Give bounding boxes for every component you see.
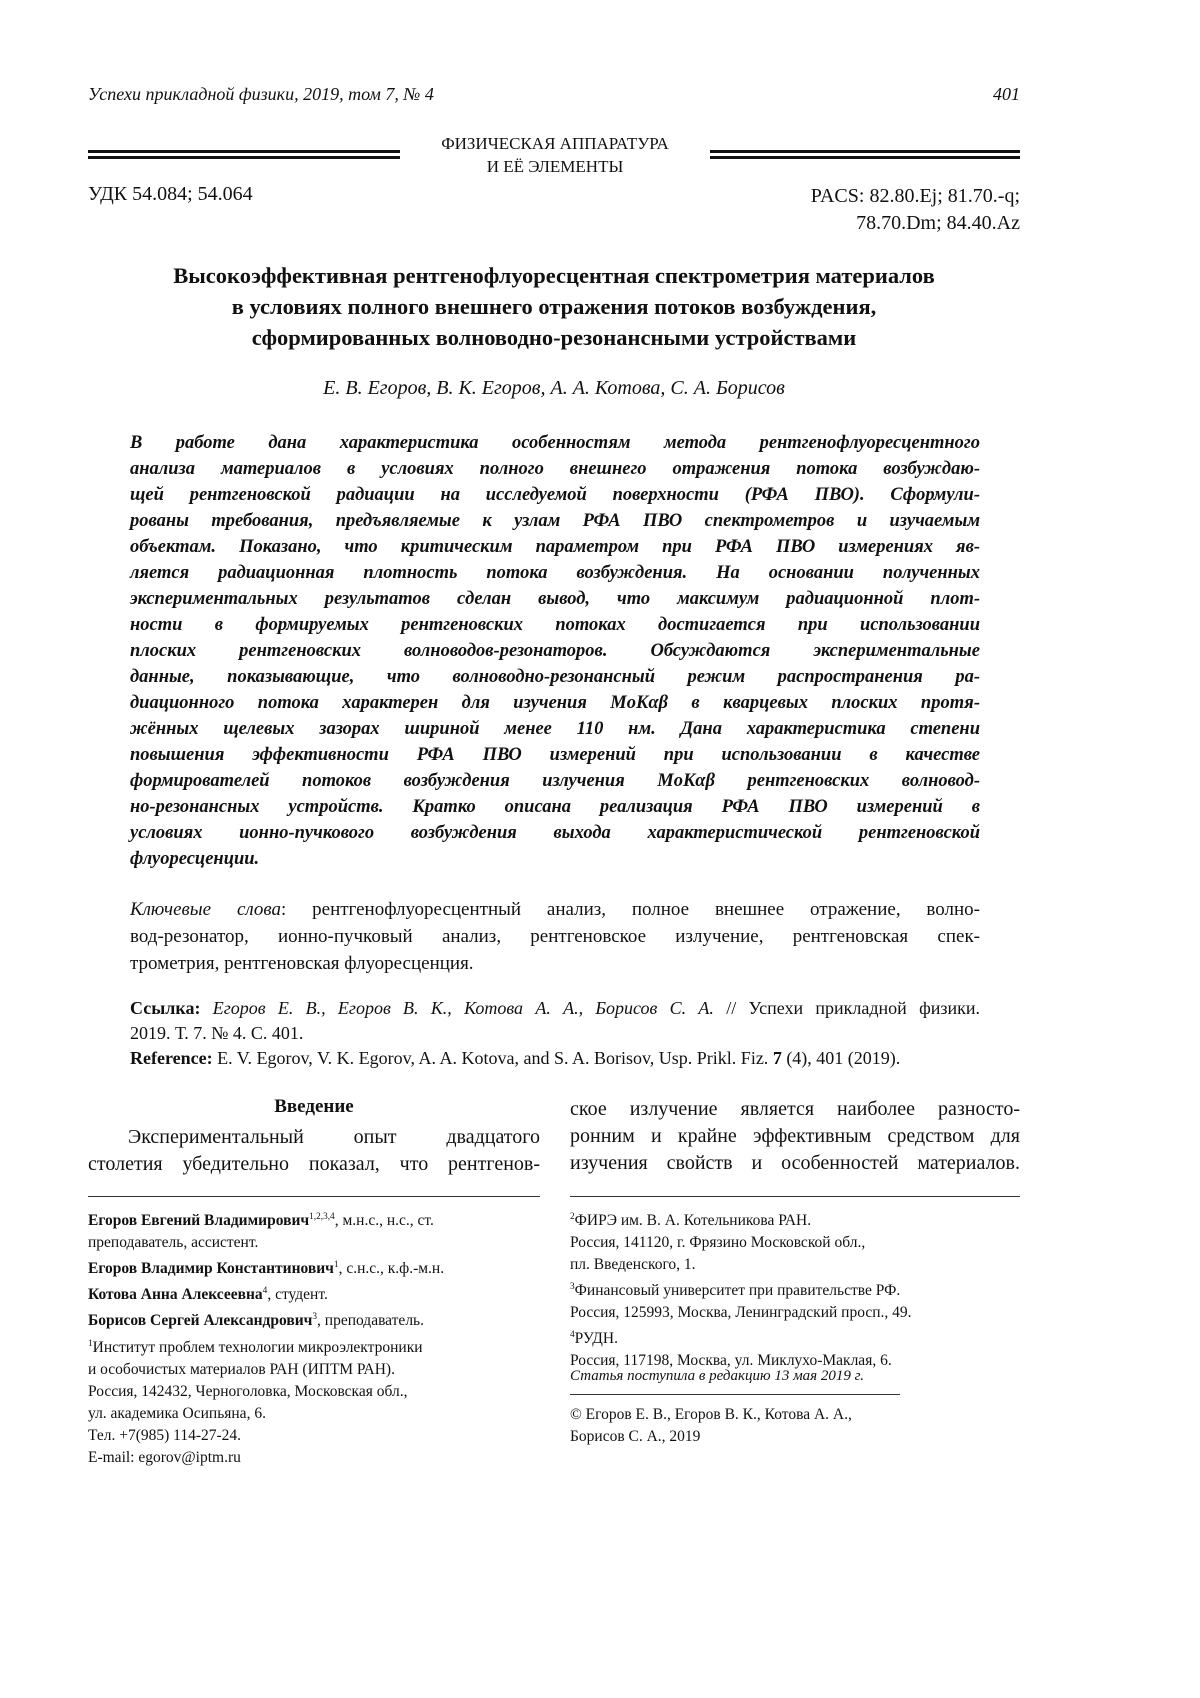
footnote-rule-right xyxy=(570,1196,1020,1197)
section-heading xyxy=(400,132,710,178)
footnote-line xyxy=(88,1425,444,1447)
keywords-line: : рентгенофлуоресцентный анализ, полное внешнее отражение, волно- xyxy=(281,899,980,920)
footnote-text: Институт проблем технологии микроэлектроники xyxy=(93,1339,423,1356)
intro-left-column xyxy=(88,1124,540,1178)
citation xyxy=(130,996,980,1071)
received-rule xyxy=(570,1394,900,1395)
footnote-text: Россия, 117198, Москва, ул. Миклухо-Маклая, 6. xyxy=(570,1352,892,1369)
running-header: Успехи прикладной физики, 2019, том 7, № 4 xyxy=(88,84,434,105)
abstract-line: жённых щелевых зазорах шириной менее 110 нм. Дана характеристика степени xyxy=(130,716,980,742)
abstract-line: ности в формируемых рентгеновских потоках достигается при использовании xyxy=(130,612,980,638)
footnote-line xyxy=(88,1254,444,1280)
title-line: сформированных волноводно-резонансными устройствами xyxy=(88,322,1020,353)
footnote-mark: 1 xyxy=(88,1339,93,1349)
footnote-line xyxy=(570,1302,912,1324)
citation-source: // Успехи прикладной физики. xyxy=(714,998,980,1018)
footnote-mark: 2 xyxy=(570,1212,575,1222)
author-role: , м.н.с., н.с., ст. xyxy=(335,1212,434,1229)
citation-label: Ссылка: xyxy=(130,998,200,1018)
footnote-line xyxy=(88,1306,444,1332)
footnote-mark: 1 xyxy=(334,1260,339,1270)
reference-volume: 7 xyxy=(773,1048,782,1068)
pacs-line: PACS: 82.80.Ej; 81.70.-q; xyxy=(811,183,1020,210)
section-line: ФИЗИЧЕСКАЯ АППАРАТУРА xyxy=(400,132,710,155)
copyright-line: Борисов С. А., 2019 xyxy=(570,1426,852,1448)
author-name: Котова Анна Алексеевна xyxy=(88,1286,263,1303)
footnote-text: Финансовый университет при правительстве РФ. xyxy=(575,1282,901,1299)
footnote-mark: 3 xyxy=(312,1312,317,1322)
copyright xyxy=(570,1404,852,1448)
reference-text: E. V. Egorov, V. K. Egorov, A. A. Kotova, and S. A. Borisov, Usp. Prikl. Fiz. xyxy=(213,1048,773,1068)
abstract-line: флуоресценции. xyxy=(130,846,980,872)
author-name: Егоров Владимир Константинович xyxy=(88,1260,334,1277)
footnote-line xyxy=(570,1276,912,1302)
abstract-line: анализа материалов в условиях полного внешнего отражения потока возбуждаю- xyxy=(130,456,980,482)
author-role: , с.н.с., к.ф.-м.н. xyxy=(339,1260,445,1277)
footnote-text: Россия, 141120, г. Фрязино Московской обл., xyxy=(570,1234,865,1251)
footnote-text: Россия, 125993, Москва, Ленинградский просп., 49. xyxy=(570,1304,912,1321)
footnote-text: пл. Введенского, 1. xyxy=(570,1256,696,1273)
abstract-line: рованы требования, предъявляемые к узлам РФА ПВО спектрометров и изучаемым xyxy=(130,508,980,534)
footnote-line xyxy=(88,1359,444,1381)
footnote-text: Россия, 142432, Черноголовка, Московская обл., xyxy=(88,1383,407,1400)
author-name: Егоров Евгений Владимирович xyxy=(88,1212,309,1229)
pacs-line: 78.70.Dm; 84.40.Az xyxy=(811,210,1020,237)
reference-label: Reference: xyxy=(130,1048,213,1068)
author-role: , студент. xyxy=(267,1286,328,1303)
keywords-line: трометрия, рентгеновская флуоресценция. xyxy=(130,950,980,977)
abstract-line: ляется радиационная плотность потока возбуждения. На основании полученных xyxy=(130,560,980,586)
abstract-line: плоских рентгеновских волноводов-резонаторов. Обсуждаются экспериментальные xyxy=(130,638,980,664)
footnote-line xyxy=(88,1232,444,1254)
footnote-line xyxy=(88,1447,444,1469)
footnote-line xyxy=(88,1381,444,1403)
footnote-mark: 1,2,3,4 xyxy=(309,1212,335,1222)
intro-line: Экспериментальный опыт двадцатого xyxy=(88,1124,540,1151)
abstract-line: но-резонансных устройств. Кратко описана реализация РФА ПВО измерений в xyxy=(130,794,980,820)
footnote-line xyxy=(570,1324,912,1350)
footnote-line xyxy=(88,1206,444,1232)
footnote-line xyxy=(88,1403,444,1425)
author-role: , преподаватель. xyxy=(317,1313,424,1330)
footnote-mark: 3 xyxy=(570,1282,575,1292)
footnote-mark: 4 xyxy=(263,1286,268,1296)
footnote-text: и особочистых материалов РАН (ИПТМ РАН). xyxy=(88,1361,395,1378)
footnote-mark: 4 xyxy=(570,1330,575,1340)
footnote-text: E-mail: egorov@iptm.ru xyxy=(88,1449,241,1466)
intro-line: ское излучение является наиболее разносто- xyxy=(570,1096,1020,1123)
page-number: 401 xyxy=(993,84,1020,105)
abstract-line: формирователей потоков возбуждения излучения MoKαβ рентгеновских волновод- xyxy=(130,768,980,794)
abstract-line: щей рентгеновской радиации на исследуемой поверхности (РФА ПВО). Сформули- xyxy=(130,482,980,508)
footnote-line xyxy=(570,1232,912,1254)
keywords-line: вод-резонатор, ионно-пучковый анализ, рентгеновское излучение, рентгеновская спек- xyxy=(130,923,980,950)
header-rule-left xyxy=(88,150,400,159)
citation-details: 2019. Т. 7. № 4. С. 401. xyxy=(130,1021,980,1046)
header-rule-right xyxy=(710,150,1020,159)
footnote-text: РУДН. xyxy=(575,1330,618,1347)
article-title xyxy=(88,260,1020,353)
abstract-line: экспериментальных результатов сделан вывод, что максимум радиационной плот- xyxy=(130,586,980,612)
keywords xyxy=(130,896,980,977)
section-line: И ЕЁ ЭЛЕМЕНТЫ xyxy=(400,155,710,178)
reference-text: (4), 401 (2019). xyxy=(782,1048,900,1068)
paper-page xyxy=(0,0,1200,1698)
udk: УДК 54.084; 54.064 xyxy=(88,183,253,206)
footnote-line xyxy=(570,1254,912,1276)
abstract-line: объектам. Показано, что критическим параметром при РФА ПВО измерениях яв- xyxy=(130,534,980,560)
abstract-line: условиях ионно-пучкового возбуждения выхода характеристической рентгеновской xyxy=(130,820,980,846)
keywords-label: Ключевые слова xyxy=(130,899,281,920)
author-footnotes xyxy=(88,1206,444,1469)
footnote-text: ФИРЭ им. В. А. Котельникова РАН. xyxy=(575,1212,811,1229)
affiliation-footnotes xyxy=(570,1206,912,1372)
intro-line: ронним и крайне эффективным средством для xyxy=(570,1123,1020,1150)
abstract-line: повышения эффективности РФА ПВО измерений при использовании в качестве xyxy=(130,742,980,768)
authors: Е. В. Егоров, В. К. Егоров, А. А. Котова, С. А. Борисов xyxy=(88,377,1020,400)
footnote-text: ул. академика Осипьяна, 6. xyxy=(88,1405,266,1422)
pacs xyxy=(811,183,1020,237)
abstract xyxy=(130,430,980,872)
intro-line: столетия убедительно показал, что рентгенов- xyxy=(88,1151,540,1178)
title-line: в условиях полного внешнего отражения потоков возбуждения, xyxy=(88,291,1020,322)
footnote-line xyxy=(570,1206,912,1232)
title-line: Высокоэффективная рентгенофлуоресцентная спектрометрия материалов xyxy=(88,260,1020,291)
abstract-line: В работе дана характеристика особенностям метода рентгенофлуоресцентного xyxy=(130,430,980,456)
abstract-line: данные, показывающие, что волноводно-резонансный режим распространения ра- xyxy=(130,664,980,690)
intro-line: изучения свойств и особенностей материалов. xyxy=(570,1150,1020,1177)
footnote-text: Тел. +7(985) 114-27-24. xyxy=(88,1427,241,1444)
intro-right-column xyxy=(570,1096,1020,1177)
footnote-rule-left xyxy=(88,1196,540,1197)
author-name: Борисов Сергей Александрович xyxy=(88,1313,312,1330)
footnote-text: преподаватель, ассистент. xyxy=(88,1234,258,1251)
copyright-line: © Егоров Е. В., Егоров В. К., Котова А. А., xyxy=(570,1404,852,1426)
received-date: Статья поступила в редакцию 13 мая 2019 г. xyxy=(570,1368,864,1385)
intro-heading: Введение xyxy=(88,1096,540,1118)
citation-authors: Егоров Е. В., Егоров В. К., Котова А. А., Борисов С. А. xyxy=(213,998,714,1018)
abstract-line: диационного потока характерен для изучения MoKαβ в кварцевых плоских протя- xyxy=(130,690,980,716)
footnote-line xyxy=(88,1280,444,1306)
footnote-line xyxy=(88,1333,444,1359)
